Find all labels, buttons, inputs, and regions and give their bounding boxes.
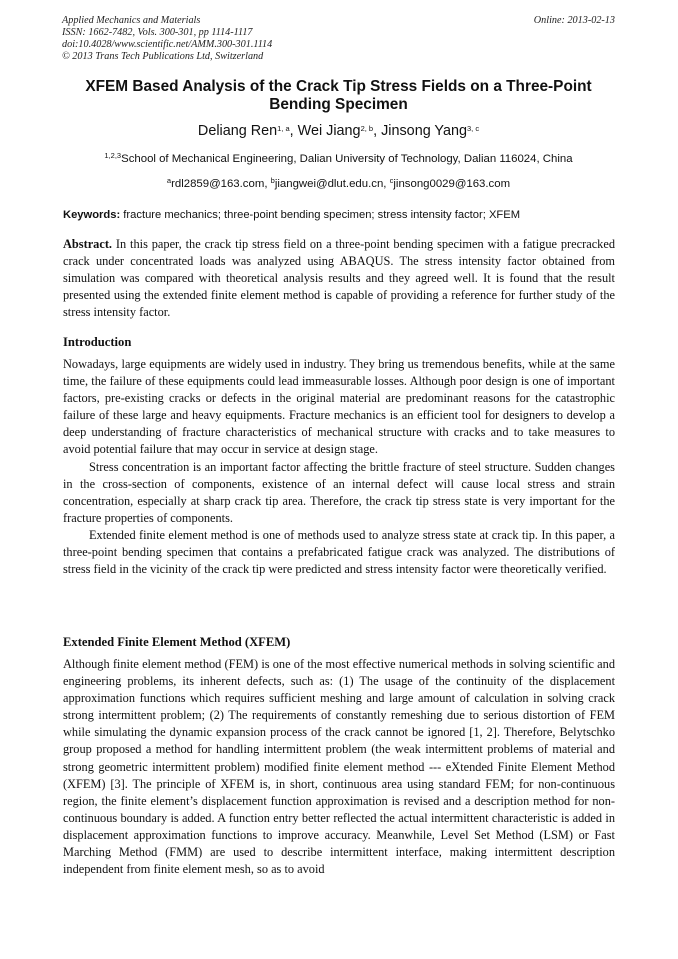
author-affiliation-mark: 2, b <box>360 123 374 133</box>
online-date: Online: 2013-02-13 <box>533 15 615 26</box>
paragraph: Although finite element method (FEM) is one of the most effective numerical methods in solving scientific and engineering problems, its inherent defects, such as: (1) The usage of the continuity of the displacement approximation functions which requires sufficient meshing and large amount of calculation in solving crack strong intermittent problem; (2) The requirements of constantly remeshing due to serious distortion of FEM while simulating the dynamic expansion process of the crack cannot be ignored [1, 2]. Therefore, Belytschko group proposed a method for handling intermittent problem (the weak intermittent problems of material and strong geometric intermittent problem) modified finite element method --- eXtended Finite Element Method (XFEM) [3]. The principle of XFEM is, in short, continuous area using standard FEM; for non-continuous region, the finite element’s displacement function approximation is revised and a description method for non-continuous boundary is added. A function entry better reflected the actual intermittent characteristic is added in displacement approximation functions to improve accuracy. Meanwhile, Level Set Method (LSM) or Fast Marching Method (FMM) are used to describe intermittent interface, making intermittent description independent from finite element mesh, so as to avoid <box>63 657 615 877</box>
abstract <box>63 236 615 321</box>
paragraph: Stress concentration is an important factor affecting the brittle fracture of steel structure. Sudden changes in the cross-section of components, existence of an internal defect will cause local stress and strain concentration, especially at sharp crack tip area. Therefore, the crack tip stress state is very important for the fracture properties of components. <box>63 459 615 525</box>
affiliation-text: School of Mechanical Engineering, Dalian University of Technology, Dalian 116024, China <box>121 153 573 165</box>
paper-title: XFEM Based Analysis of the Crack Tip Stress Fields on a Three-Point Bending Specimen <box>85 78 592 113</box>
keywords-text: fracture mechanics; three-point bending specimen; stress intensity factor; XFEM <box>120 209 521 221</box>
keywords-label: Keywords: <box>63 209 121 221</box>
introduction-body <box>63 356 615 578</box>
email-address: jinsong0029@163.com <box>393 178 511 190</box>
author-list <box>62 122 615 140</box>
issn-line: ISSN: 1662-7482, Vols. 300-301, pp 1114-1117 <box>62 27 253 38</box>
xfem-body <box>63 656 615 878</box>
email-list <box>62 177 615 191</box>
author-name: Wei Jiang <box>297 123 361 139</box>
journal-name: Applied Mechanics and Materials <box>62 15 201 26</box>
author-separator: , <box>373 123 382 139</box>
section-heading-introduction: Introduction <box>63 335 132 349</box>
abstract-text: In this paper, the crack tip stress field on a three-point bending specimen with a fatigue precracked crack under concentrated loads was analyzed using ABAQUS. The stress intensity factor obtained from simulation was compared with theoretical analysis results and they agreed well. It is found that the result presented using the extended finite element method is capable of providing a reference for further study of the stress intensity factor. <box>63 237 615 320</box>
email-address: jiangwei@dlut.edu.cn <box>274 178 384 190</box>
paragraph: Extended finite element method is one of methods used to analyze stress state at crack tip. In this paper, a three-point bending specimen that contains a prefabricated fatigue crack was analyzed. The distributions of stress field in the vicinity of the crack tip were predicted and stress intensity factor were theoretically verified. <box>63 527 615 577</box>
copyright-line: © 2013 Trans Tech Publications Ltd, Switzerland <box>62 51 264 62</box>
affiliation <box>62 152 615 166</box>
author-affiliation-mark: 3, c <box>466 123 480 133</box>
author-separator: , <box>289 123 298 139</box>
journal-header <box>62 15 615 63</box>
section-heading-xfem: Extended Finite Element Method (XFEM) <box>63 635 291 649</box>
keywords <box>63 208 616 222</box>
author-name: Deliang Ren <box>197 123 278 139</box>
email-separator: , <box>264 178 271 190</box>
email-mark: b <box>270 175 275 185</box>
paragraph: Nowadays, large equipments are widely used in industry. They bring us tremendous benefits, while at the same time, the failure of these equipments could lead immeasurable losses. Although poor design is one of important factors, pre-existing cracks or defects in the original material are predominant reasons for the catastrophic failure of these large and heavy equipments. Fracture mechanics is an efficient tool for designers to develop a deep understanding of fracture characteristics of mechanical structure with cracks and to take measures to avoid potential failure that may occur in service at design stage. <box>63 357 615 457</box>
author-name: Jinsong Yang <box>381 123 467 139</box>
affiliation-mark: 1,2,3 <box>104 150 122 160</box>
author-affiliation-mark: 1, a <box>277 123 290 133</box>
email-mark: c <box>389 175 394 185</box>
email-mark: a <box>166 175 172 185</box>
doi-line: doi:10.4028/www.scientific.net/AMM.300-301.1114 <box>62 39 273 50</box>
abstract-label: Abstract. <box>63 237 113 251</box>
email-separator: , <box>383 178 390 190</box>
email-address: rdl2859@163.com <box>171 178 265 190</box>
